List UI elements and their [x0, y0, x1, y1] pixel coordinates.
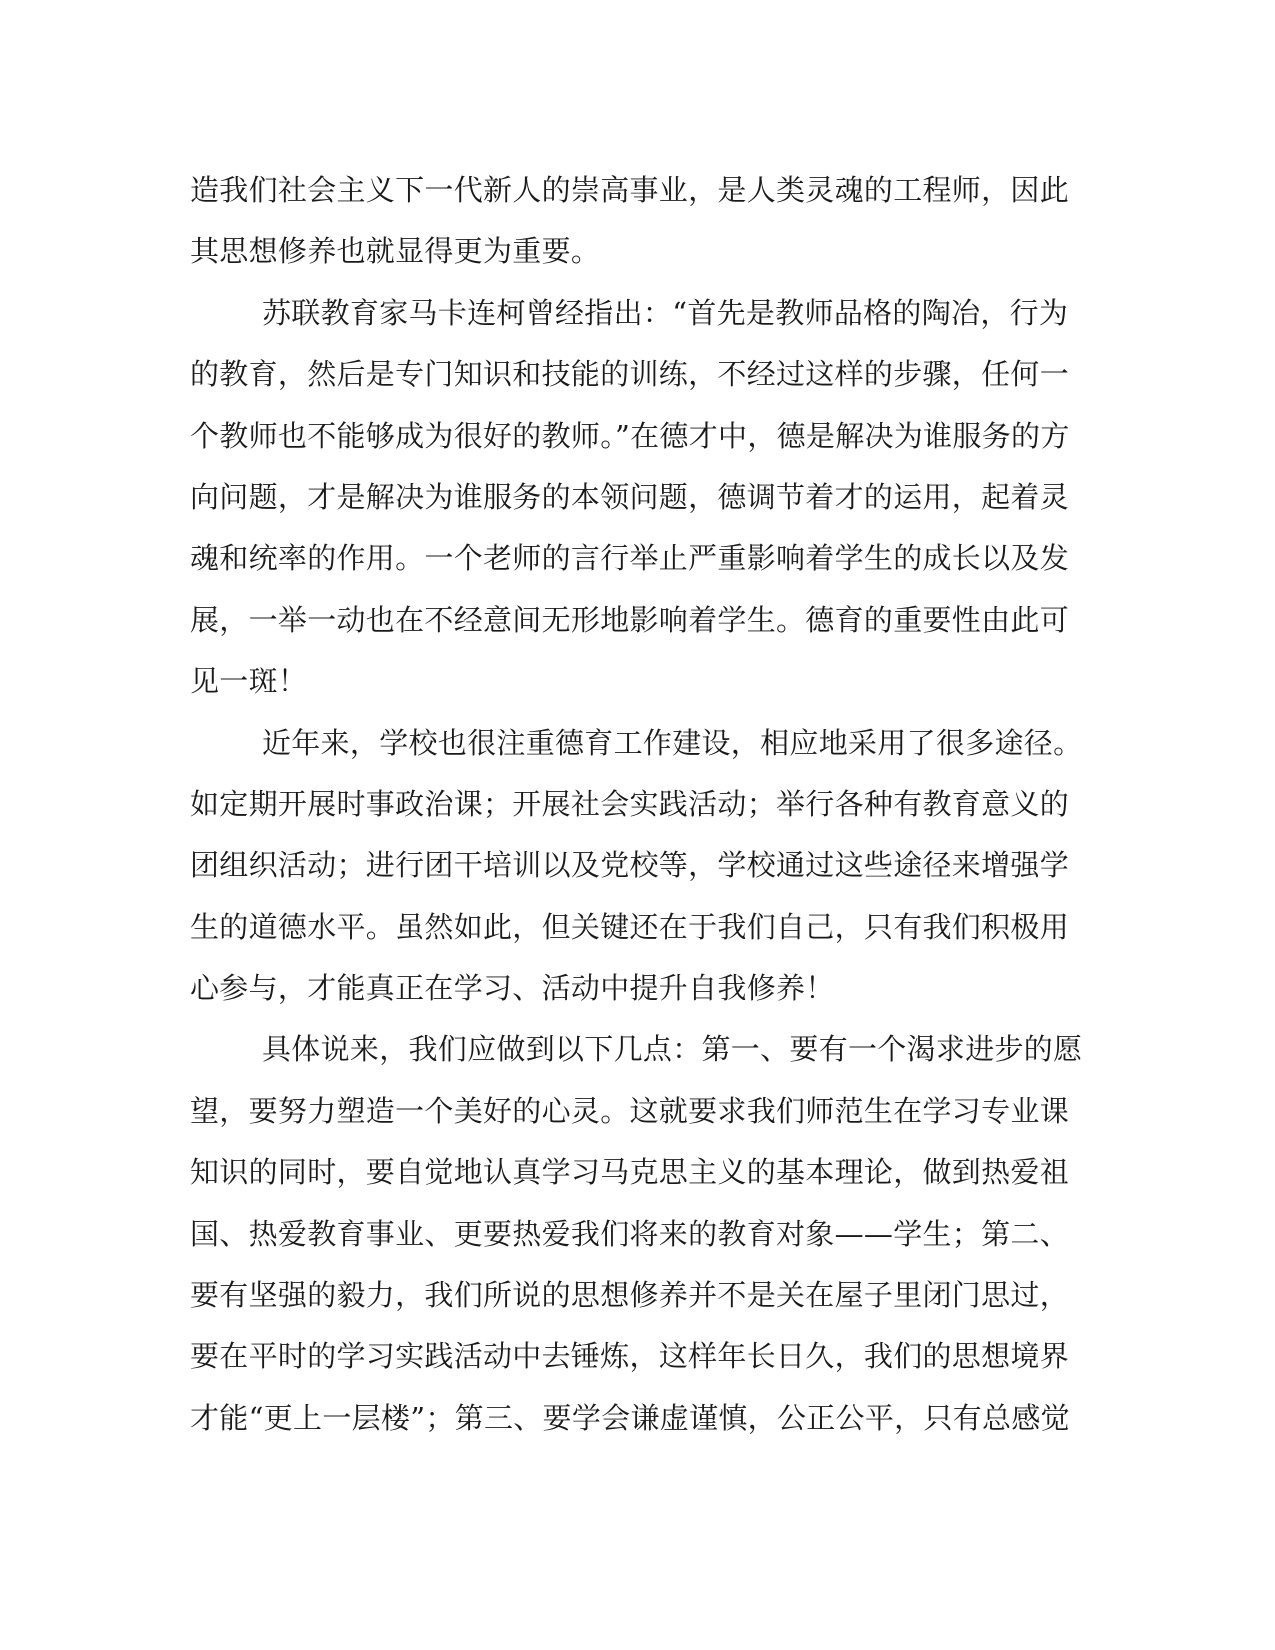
- text-line: 要有坚强的毅力，我们所说的思想修养并不是关在屋子里闭门思过，: [190, 1278, 1070, 1313]
- text-line: 生的道德水平。虽然如此，但关键还在于我们自己，只有我们积极用: [190, 909, 1070, 944]
- text-line: 如定期开展时事政治课；开展社会实践活动；举行各种有教育意义的: [190, 786, 1070, 821]
- text-line: 向问题，才是解决为谁服务的本领问题，德调节着才的运用，起着灵: [190, 479, 1070, 514]
- text-line: 知识的同时，要自觉地认真学习马克思主义的基本理论，做到热爱祖: [190, 1155, 1070, 1190]
- text-line: 心参与，才能真正在学习、活动中提升自我修养！: [190, 971, 835, 1006]
- text-line: 望，要努力塑造一个美好的心灵。这就要求我们师范生在学习专业课: [190, 1093, 1070, 1128]
- text-line: 个教师也不能够成为很好的教师。”在德才中，德是解决为谁服务的方: [190, 418, 1070, 453]
- text-line: 见一斑！: [190, 664, 308, 699]
- text-line: 的教育，然后是专门知识和技能的训练，不经过这样的步骤，任何一: [190, 357, 1070, 392]
- body-text: [190, 160, 1090, 1449]
- text-line: 具体说来，我们应做到以下几点：第一、要有一个渴求进步的愿: [262, 1032, 1083, 1067]
- text-line: 展，一举一动也在不经意间无形地影响着学生。德育的重要性由此可: [190, 602, 1070, 637]
- text-line: 苏联教育家马卡连柯曾经指出：“首先是教师品格的陶冶，行为: [262, 295, 1069, 330]
- text-line: 团组织活动；进行团干培训以及党校等，学校通过这些途径来增强学: [190, 848, 1070, 883]
- text-line: 国、热爱教育事业、更要热爱我们将来的教育对象——学生；第二、: [190, 1216, 1070, 1251]
- text-line: 造我们社会主义下一代新人的崇高事业，是人类灵魂的工程师，因此: [190, 173, 1070, 207]
- text-line: 其思想修养也就显得更为重要。: [190, 234, 601, 269]
- text-line: 才能“更上一层楼”；第三、要学会谦虚谨慎，公正公平，只有总感觉: [190, 1400, 1070, 1435]
- text-line: 近年来，学校也很注重德育工作建设，相应地采用了很多途径。: [262, 725, 1083, 760]
- text-line: 魂和统率的作用。一个老师的言行举止严重影响着学生的成长以及发: [190, 541, 1070, 576]
- text-line: 要在平时的学习实践活动中去锤炼，这样年长日久，我们的思想境界: [190, 1339, 1070, 1374]
